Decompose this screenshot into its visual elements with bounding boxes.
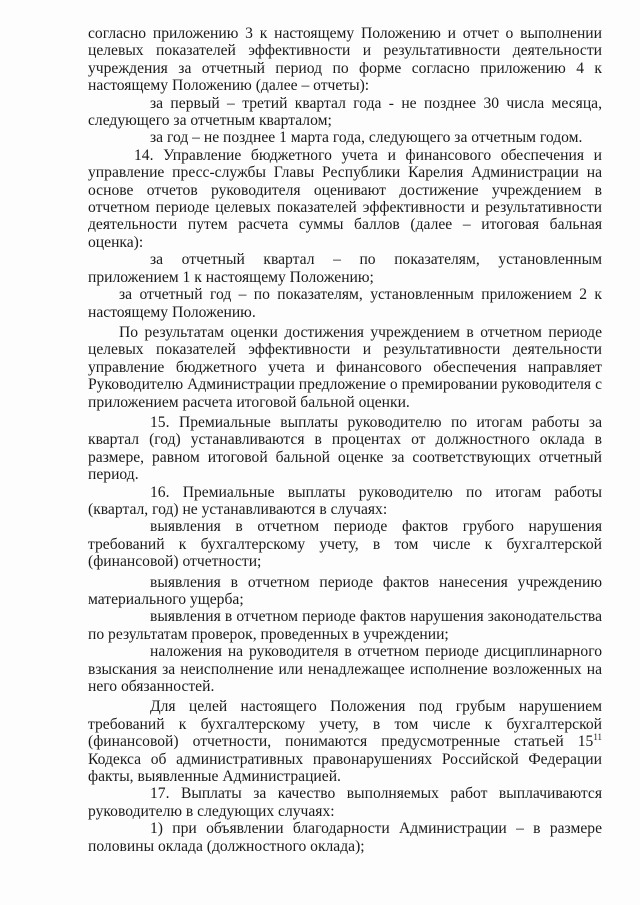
paragraph-case-material-damage: выявления в отчетном периоде фактов нанесения учреждению материального ущерба; (88, 573, 602, 608)
paragraph-annual-deadline: за год – не позднее 1 марта года, следующего за отчетным годом. (150, 129, 583, 147)
paragraph-report-forms: согласно приложению 3 к настоящему Положению и отчет о выполнении целевых показателей эффективности и результативности деятельности учреждения за отчетный период по форме согласно приложению 4 к настоящему Положению (далее – отчеты): (88, 25, 602, 95)
paragraph-quarterly-deadline: за первый – третий квартал года - не позднее 30 числа месяца, следующего за отчетным кварталом; (88, 94, 602, 130)
definition-text: Для целей настоящего Положения под грубым нарушением требований к бухгалтерскому учету, в том числе к бухгалтерской (финансовой) отчетности, понимаются предусмотренные статьей 15 (88, 698, 602, 751)
paragraph-quarter-indicators: за отчетный квартал – по показателям, установленным приложением 1 к настоящему Положению; (88, 251, 602, 286)
paragraph-case-law-violation: выявления в отчетном периоде фактов нарушения законодательства по результатам проверок, проведенных в учреждении; (88, 608, 602, 643)
paragraph-item-17: 17. Выплаты за качество выполняемых работ выплачиваются руководителю в следующих случаях: (88, 785, 602, 820)
definition-tail: Кодекса об административных правонарушениях Российской Федерации факты, выявленные Администрацией. (88, 750, 602, 786)
paragraph-year-indicators: за отчетный год – по показателям, установленным приложением 2 к настоящему Положению. (88, 286, 602, 321)
paragraph-item-14: 14. Управление бюджетного учета и финансового обеспечения и управление пресс-службы Главы Республики Карелия Администрации на основе отчетов руководителя оценивают достижение учреждением в отчетном периоде целевых показателей эффективности и результативности деятельности путем расчета суммы баллов (далее – итоговая бальная оценка): (88, 146, 602, 251)
paragraph-gross-violation-definition (88, 698, 602, 785)
paragraph-item-16: 16. Премиальные выплаты руководителю по итогам работы (квартал, год) не устанавливаются в случаях: (88, 483, 602, 518)
document-body (88, 25, 602, 855)
paragraph-case-disciplinary: наложения на руководителя в отчетном периоде дисциплинарного взыскания за неисполнение или ненадлежащее исполнение возложенных на него обязанностей. (88, 643, 602, 696)
paragraph-gratitude-payment: 1) при объявлении благодарности Администрации – в размере половины оклада (должностного оклада); (88, 820, 602, 855)
article-superscript: 11 (593, 732, 602, 743)
paragraph-evaluation-results: По результатам оценки достижения учреждением в отчетном периоде целевых показателей эффективности и результативности деятельности управление бюджетного учета и финансового обеспечения направляет Руководителю Администрации предложение о премировании руководителя с приложением расчета итоговой бальной оценки. (88, 323, 602, 411)
paragraph-case-accounting-violation: выявления в отчетном периоде фактов грубого нарушения требований к бухгалтерскому учету, в том числе к бухгалтерской (финансовой) отчетности; (88, 518, 602, 571)
paragraph-item-15: 15. Премиальные выплаты руководителю по итогам работы за квартал (год) устанавливаются в процентах от должностного оклада в размере, равном итоговой бальной оценке за соответствующих отчетный период. (88, 413, 602, 484)
